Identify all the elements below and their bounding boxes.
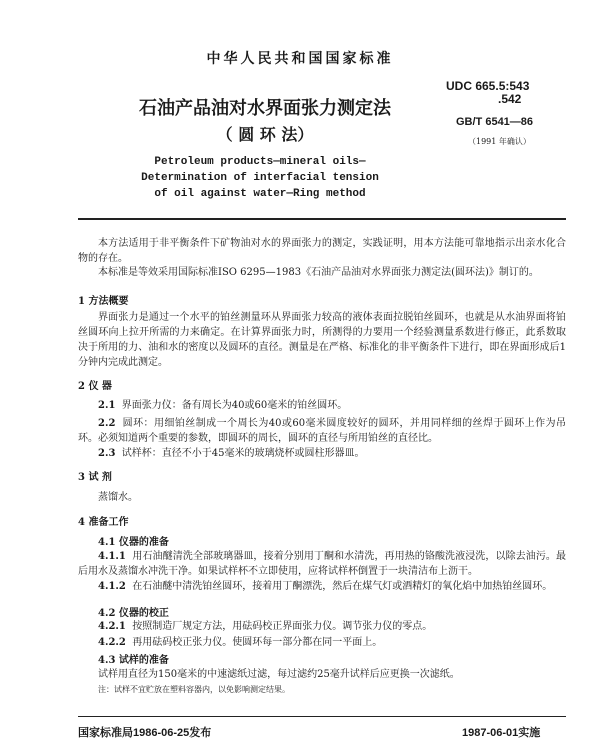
clause-number: 4.2.1 [98, 621, 126, 632]
en-title-line-1: Petroleum products—mineral oils— [154, 156, 366, 168]
clause-number: 2.3 [98, 448, 116, 459]
udc-line-1: UDC 665.5:543 [446, 79, 530, 93]
subsection-4-3-heading: 4.3 试样的准备 [98, 655, 169, 666]
clause-2-2 [78, 416, 566, 446]
standard-org: 中华人民共和国国家标准 [206, 51, 394, 67]
clause-text: 圆环：用细铂丝制成一个周长为40或60毫米圆度较好的圆环，并用同样细的丝焊于圆环上作为吊环。必须知道两个重要的参数，即圆环的周长，圆环的直径与所用铂丝的直径比。 [78, 418, 566, 444]
clause-text: 试样杯：直径不小于45毫米的玻璃烧杯或圆柱形器皿。 [121, 448, 365, 459]
section-4-3-text: 试样用直径为150毫米的中速滤纸过滤，每过滤约25毫升试样后应更换一次滤纸。 [98, 669, 460, 680]
clause-text: 在石油醚中清洗铂丝圆环，接着用丁酮漂洗，然后在煤气灯或酒精灯的氧化焰中加热铂丝圆环。 [132, 581, 553, 592]
clause-number: 2.1 [98, 400, 116, 411]
footer-rule [78, 716, 566, 717]
clause-text: 用石油醚清洗全部玻璃器皿，接着分别用丁酮和水清洗，再用热的铬酸洗液浸洗，以除去油污。最后用水及蒸馏水冲洗干净。如果试样杯不立即使用，应将试样杯倒置于一块清洁布上沥干。 [78, 551, 566, 577]
clause-4-1-2 [78, 579, 566, 594]
clause-2-3 [78, 446, 566, 461]
clause-number: 4.2.2 [98, 637, 126, 648]
clause-4-1-1 [78, 549, 566, 579]
intro-para-2: 本标准是等效采用国际标准ISO 6295—1983《石油产品油对水界面张力测定法(圆环法)》制订的。 [98, 267, 539, 278]
clause-4-2-1 [78, 619, 566, 634]
section-3-text: 蒸馏水。 [98, 492, 138, 503]
clause-number: 2.2 [98, 418, 116, 429]
section-1-heading: 1 方法概要 [78, 296, 129, 307]
section-2-heading: 2 仪 器 [78, 381, 112, 392]
clause-number: 4.1.1 [98, 551, 126, 562]
clause-number: 4.1.2 [98, 581, 126, 592]
subsection-4-1-heading: 4.1 仪器的准备 [98, 537, 169, 548]
clause-text: 界面张力仪：备有周长为40或60毫米的铂丝圆环。 [121, 400, 348, 411]
header-rule [78, 218, 566, 220]
clause-4-2-2 [78, 635, 566, 650]
doc-subtitle: （ 圆 环 法） [216, 125, 314, 144]
en-title-line-3: of oil against water—Ring method [154, 188, 366, 200]
clause-text: 再用砝码校正张力仪。使圆环每一部分都在同一平面上。 [132, 637, 383, 648]
udc-line-2: .542 [498, 92, 522, 106]
section-3-heading: 3 试 剂 [78, 472, 112, 483]
section-4-heading: 4 准备工作 [78, 517, 129, 528]
en-title-line-2: Determination of interfacial tension [141, 172, 379, 184]
clause-text: 按照制造厂规定方法，用砝码校正界面张力仪。调节张力仪的零点。 [132, 621, 433, 632]
section-1-text: 界面张力是通过一个水平的铂丝测量环从界面张力较高的液体表面拉脱铂丝圆环，也就是从水油界面将铂丝圆环向上拉开所需的力来确定。在计算界面张力时，所测得的力要用一个经验测量系数进行修正，此系数取决于所用的力、油和水的密度以及圆环的直径。测量是在严格、标准化的非平衡条件下进行，即在界面形成后1分钟内完成此测定。 [78, 312, 566, 368]
issue-date: 国家标准局1986-06-25发布 [78, 727, 212, 739]
doc-title: 石油产品油对水界面张力测定法 [139, 98, 391, 119]
subsection-4-2-heading: 4.2 仪器的校正 [98, 608, 169, 619]
udc-code [446, 80, 529, 106]
reaffirm-note: （1991 年确认） [468, 137, 531, 146]
intro-para-1: 本方法适用于非平衡条件下矿物油对水的界面张力的测定，实践证明，用本方法能可靠地指示出亲水化合物的存在。 [78, 238, 566, 264]
gb-code: GB/T 6541—86 [456, 116, 534, 128]
effective-date: 1987-06-01实施 [462, 727, 541, 739]
section-4-3-note: 注：试样不宜贮放在塑料容器内，以免影响测定结果。 [98, 685, 290, 694]
clause-2-1 [78, 398, 566, 413]
